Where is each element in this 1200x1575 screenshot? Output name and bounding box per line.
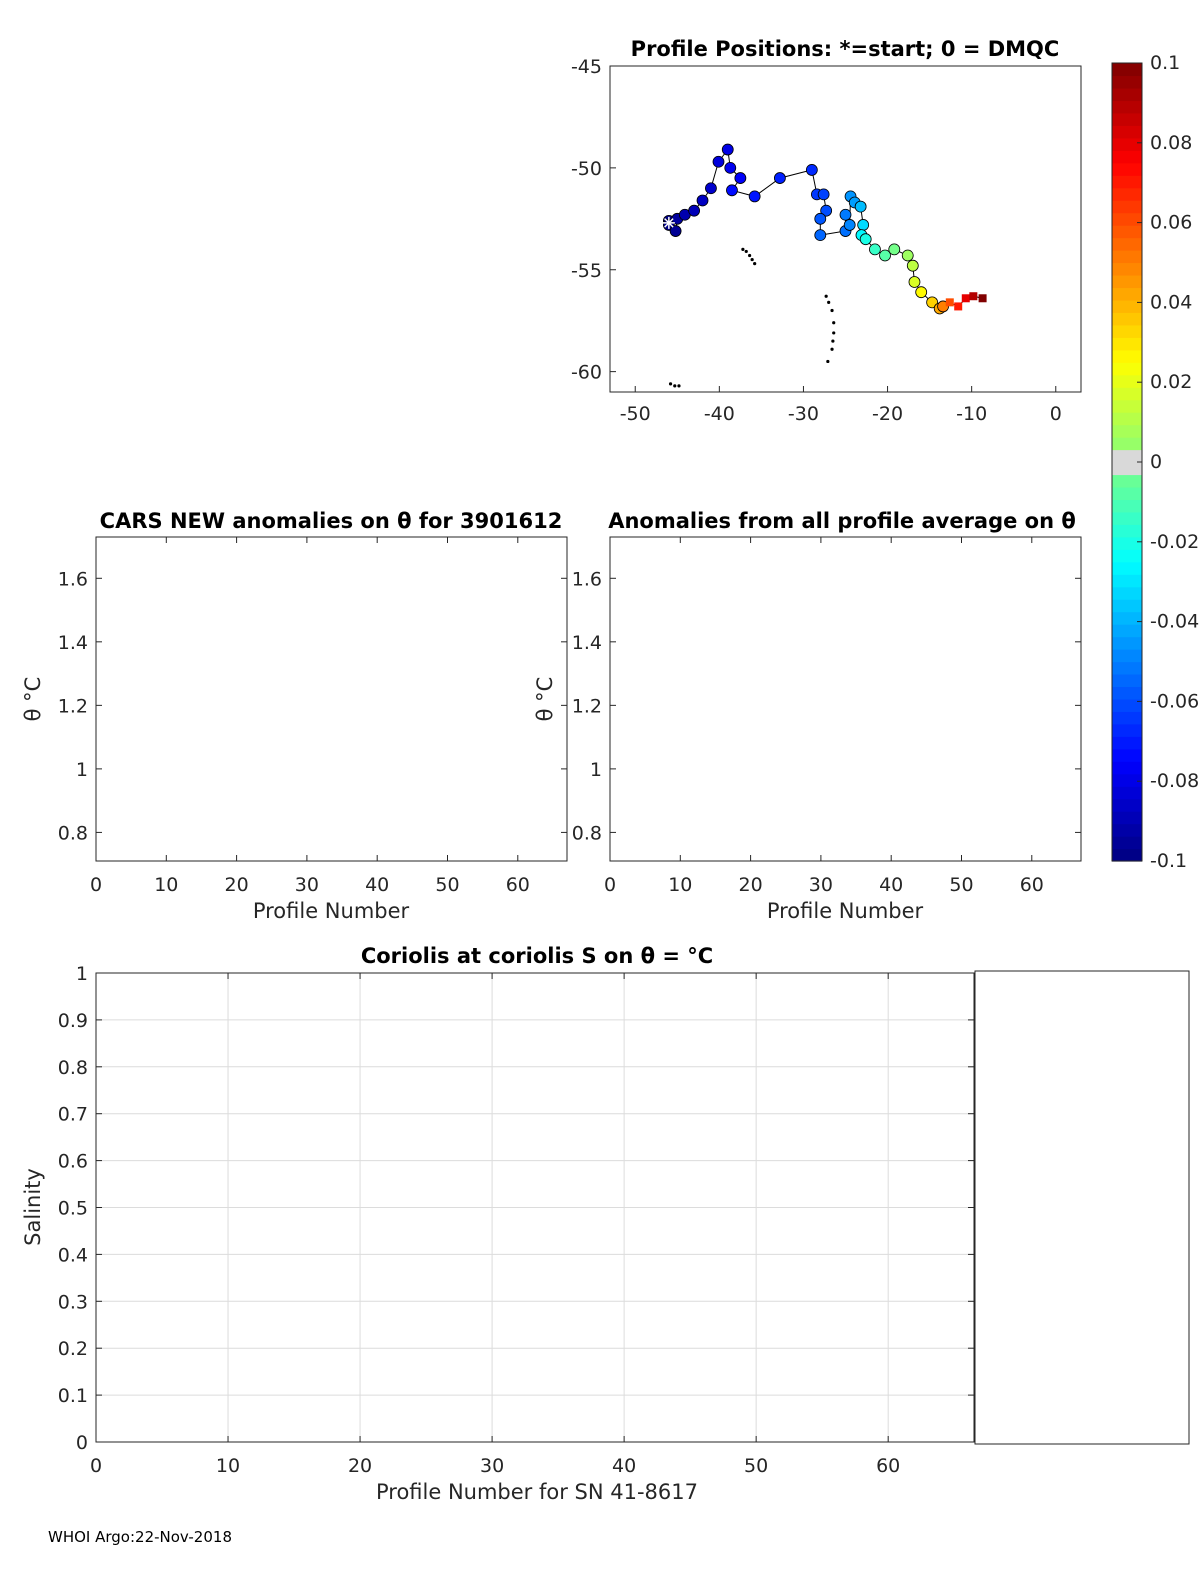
- profile-position-marker: [670, 226, 681, 237]
- avg-y-tick-label: 1.4: [571, 631, 602, 654]
- colorbar-cell: [1112, 562, 1142, 575]
- colorbar-cell: [1112, 749, 1142, 762]
- coastline-dot: [673, 384, 676, 387]
- colorbar-cell: [1112, 599, 1142, 612]
- map-y-tick-label: -45: [570, 56, 602, 78]
- avg-x-tick-label: 60: [1019, 874, 1044, 896]
- profile-position-marker: [815, 230, 826, 241]
- salinity-y-tick-label: 0.8: [57, 1056, 88, 1079]
- cars-y-tick-label: 1.4: [57, 631, 88, 654]
- avg-plot-area: [610, 537, 1081, 861]
- salinity-y-tick-label: 0.7: [57, 1103, 88, 1126]
- salinity-y-label: Salinity: [21, 1168, 45, 1246]
- salinity-panel: [21, 944, 974, 1504]
- cars-x-tick-label: 20: [224, 874, 249, 896]
- profile-position-marker: [855, 201, 866, 212]
- profile-position-marker: [818, 189, 829, 200]
- colorbar-cell: [1112, 263, 1142, 276]
- salinity-y-tick-label: 0: [75, 1432, 88, 1454]
- colorbar-cell: [1112, 524, 1142, 537]
- salinity-x-tick-label: 50: [744, 1455, 769, 1477]
- colorbar-cell: [1112, 824, 1142, 837]
- colorbar: [1112, 52, 1199, 872]
- colorbar-cell: [1112, 275, 1142, 288]
- coastline-dot: [831, 339, 834, 342]
- avg-x-tick-label: 20: [738, 874, 763, 896]
- salinity-y-tick-label: 0.3: [57, 1291, 88, 1314]
- salinity-y-tick-label: 0.9: [57, 1009, 88, 1032]
- colorbar-cell: [1112, 487, 1142, 500]
- avg-x-tick-label: 30: [808, 874, 833, 896]
- colorbar-tick-label: 0.02: [1150, 371, 1193, 394]
- colorbar-cell: [1112, 549, 1142, 562]
- colorbar-cell: [1112, 125, 1142, 138]
- avg-y-tick-label: 1.6: [571, 568, 602, 591]
- colorbar-cell: [1112, 325, 1142, 338]
- colorbar-tick-label: 0.08: [1150, 131, 1193, 154]
- cars-x-tick-label: 0: [89, 874, 103, 896]
- profile-position-marker: [969, 292, 977, 300]
- salinity-x-tick-label: 60: [876, 1455, 901, 1477]
- profile-position-marker: [954, 302, 962, 310]
- colorbar-cell: [1112, 250, 1142, 263]
- coastline-dot: [677, 384, 680, 387]
- avg-x-tick-label: 10: [668, 874, 693, 896]
- coastline-dot: [830, 309, 833, 312]
- avg-y-tick-label: 0.8: [571, 822, 602, 845]
- profile-position-marker: [962, 294, 970, 302]
- avg-x-tick-label: 50: [949, 874, 974, 896]
- profile-position-marker: [902, 250, 913, 261]
- cars-x-tick-label: 60: [505, 874, 530, 896]
- colorbar-cell: [1112, 300, 1142, 313]
- colorbar-cell: [1112, 362, 1142, 375]
- profile-position-marker: [722, 144, 733, 155]
- cars-anomalies-panel: [21, 509, 567, 923]
- cars-y-tick-label: 0.8: [57, 822, 88, 845]
- profile-position-marker: [697, 195, 708, 206]
- profile-position-marker: [946, 298, 954, 306]
- profile-position-marker: [909, 276, 920, 287]
- profile-position-marker: [705, 183, 716, 194]
- colorbar-cell: [1112, 75, 1142, 88]
- colorbar-cell: [1112, 175, 1142, 188]
- salinity-y-tick-label: 0.2: [57, 1338, 88, 1361]
- profile-position-marker: [844, 219, 855, 230]
- colorbar-tick-label: -0.08: [1150, 770, 1200, 793]
- colorbar-tick-label: -0.04: [1150, 610, 1200, 633]
- colorbar-cell: [1112, 188, 1142, 201]
- colorbar-cell: [1112, 400, 1142, 413]
- colorbar-cell: [1112, 811, 1142, 824]
- colorbar-cell: [1112, 150, 1142, 163]
- profile-position-marker: [916, 287, 927, 298]
- colorbar-cell: [1112, 624, 1142, 637]
- map-y-tick-label: -60: [570, 361, 602, 384]
- profile-position-marker: [806, 164, 817, 175]
- salinity-x-tick-label: 0: [89, 1455, 103, 1477]
- colorbar-cell: [1112, 587, 1142, 600]
- cars-y-label: θ °C: [21, 676, 45, 722]
- profile-position-marker: [979, 294, 987, 302]
- cars-x-tick-label: 10: [154, 874, 179, 896]
- colorbar-cell: [1112, 163, 1142, 176]
- colorbar-cell: [1112, 836, 1142, 849]
- coastline-dot: [830, 348, 833, 351]
- colorbar-tick-label: -0.1: [1150, 850, 1188, 872]
- profile-average-anomalies-panel: [533, 509, 1081, 923]
- map-x-tick-label: -30: [787, 403, 819, 425]
- colorbar-cell: [1112, 474, 1142, 487]
- legend-box: [975, 971, 1189, 1444]
- colorbar-cell: [1112, 337, 1142, 350]
- cars-title: CARS NEW anomalies on θ for 3901612: [99, 509, 563, 533]
- colorbar-cell: [1112, 686, 1142, 699]
- map-y-tick-label: -50: [570, 157, 602, 180]
- profile-position-marker: [840, 209, 851, 220]
- cars-y-tick-label: 1.2: [57, 695, 88, 718]
- colorbar-cell: [1112, 761, 1142, 774]
- coastline-dot: [832, 331, 835, 334]
- map-x-tick-label: 0: [1049, 403, 1062, 425]
- colorbar-cell: [1112, 512, 1142, 525]
- profile-position-marker: [869, 244, 880, 255]
- colorbar-cell: [1112, 200, 1142, 213]
- salinity-y-tick-label: 0.5: [57, 1197, 88, 1220]
- avg-title: Anomalies from all profile average on θ: [608, 509, 1076, 533]
- salinity-y-tick-label: 0.4: [57, 1244, 88, 1267]
- colorbar-cell: [1112, 425, 1142, 438]
- map-x-tick-label: -50: [619, 403, 651, 425]
- salinity-y-tick-label: 0.1: [57, 1385, 88, 1408]
- salinity-y-tick-label: 0.6: [57, 1150, 88, 1173]
- colorbar-tick-label: -0.02: [1150, 530, 1200, 553]
- colorbar-tick-label: 0.1: [1150, 52, 1181, 74]
- colorbar-cell: [1112, 711, 1142, 724]
- colorbar-cell: [1112, 736, 1142, 749]
- colorbar-cell: [1112, 213, 1142, 226]
- coastline-dot: [827, 301, 830, 304]
- profile-position-marker: [858, 219, 869, 230]
- salinity-y-tick-label: 1: [75, 963, 88, 985]
- map-title: Profile Positions: *=start; 0 = DMQC: [630, 37, 1060, 61]
- avg-x-label: Profile Number: [766, 899, 924, 923]
- colorbar-tick-label: 0: [1150, 451, 1163, 473]
- coastline-dot: [748, 254, 751, 257]
- colorbar-cell: [1112, 574, 1142, 587]
- colorbar-cell: [1112, 462, 1142, 475]
- profile-position-marker: [774, 173, 785, 184]
- colorbar-cell: [1112, 225, 1142, 238]
- colorbar-cell: [1112, 88, 1142, 101]
- footer-stamp: WHOI Argo:22-Nov-2018: [48, 1528, 232, 1546]
- cars-y-tick-label: 1.6: [57, 568, 88, 591]
- colorbar-tick-label: 0.06: [1150, 211, 1193, 234]
- profile-position-marker: [689, 205, 700, 216]
- coastline-dot: [753, 262, 756, 265]
- colorbar-cell: [1112, 138, 1142, 151]
- colorbar-cell: [1112, 799, 1142, 812]
- map-x-tick-label: -10: [956, 403, 988, 425]
- avg-x-tick-label: 0: [603, 874, 617, 896]
- avg-y-tick-label: 1: [589, 758, 602, 781]
- salinity-x-label: Profile Number for SN 41-8617: [375, 1480, 699, 1504]
- profile-position-marker: [735, 173, 746, 184]
- colorbar-cell: [1112, 113, 1142, 126]
- salinity-x-tick-label: 10: [215, 1455, 241, 1477]
- profile-position-marker: [889, 244, 900, 255]
- colorbar-cell: [1112, 499, 1142, 512]
- salinity-x-tick-label: 30: [479, 1455, 505, 1477]
- cars-y-tick-label: 1: [75, 758, 88, 781]
- salinity-title: Coriolis at coriolis S on θ = °C: [360, 944, 714, 968]
- map-y-tick-label: -55: [570, 259, 602, 282]
- colorbar-cell: [1112, 637, 1142, 650]
- coastline-dot: [745, 250, 748, 253]
- colorbar-cell: [1112, 774, 1142, 787]
- colorbar-tick-label: -0.06: [1150, 690, 1200, 713]
- colorbar-tick-label: 0.04: [1150, 291, 1193, 314]
- profile-position-marker: [860, 234, 871, 245]
- coastline-dot: [669, 382, 672, 385]
- colorbar-cell: [1112, 287, 1142, 300]
- profile-position-marker: [907, 260, 918, 271]
- colorbar-cell: [1112, 387, 1142, 400]
- salinity-x-tick-label: 40: [612, 1455, 637, 1477]
- colorbar-cell: [1112, 450, 1142, 463]
- colorbar-cell: [1112, 649, 1142, 662]
- map-x-tick-label: -20: [872, 403, 904, 425]
- colorbar-cell: [1112, 437, 1142, 450]
- colorbar-cell: [1112, 786, 1142, 799]
- colorbar-cell: [1112, 699, 1142, 712]
- cars-x-tick-label: 50: [435, 874, 460, 896]
- coastline-dot: [751, 258, 754, 261]
- cars-plot-area: [96, 537, 567, 861]
- avg-y-label: θ °C: [533, 676, 557, 722]
- colorbar-cell: [1112, 375, 1142, 388]
- profile-position-marker: [725, 162, 736, 173]
- colorbar-cell: [1112, 100, 1142, 113]
- colorbar-cell: [1112, 312, 1142, 325]
- profile-position-marker: [726, 185, 737, 196]
- cars-x-tick-label: 30: [294, 874, 319, 896]
- colorbar-cell: [1112, 412, 1142, 425]
- avg-x-tick-label: 40: [879, 874, 904, 896]
- profile-position-marker: [713, 156, 724, 167]
- profile-position-marker: [815, 213, 826, 224]
- colorbar-cell: [1112, 238, 1142, 251]
- profile-position-marker: [749, 191, 760, 202]
- coastline-dot: [826, 360, 829, 363]
- colorbar-cell: [1112, 612, 1142, 625]
- colorbar-cell: [1112, 537, 1142, 550]
- cars-x-label: Profile Number: [252, 899, 410, 923]
- colorbar-cell: [1112, 63, 1142, 76]
- coastline-dot: [825, 295, 828, 298]
- avg-y-tick-label: 1.2: [571, 695, 602, 718]
- colorbar-cell: [1112, 674, 1142, 687]
- salinity-x-tick-label: 20: [347, 1455, 373, 1477]
- colorbar-cell: [1112, 724, 1142, 737]
- colorbar-cell: [1112, 662, 1142, 675]
- cars-x-tick-label: 40: [365, 874, 390, 896]
- colorbar-cell: [1112, 350, 1142, 363]
- coastline-dot: [832, 321, 835, 324]
- map-x-tick-label: -40: [703, 403, 735, 425]
- profile-positions-map: [571, 37, 1081, 425]
- coastline-dot: [741, 248, 744, 251]
- colorbar-cell: [1112, 849, 1142, 862]
